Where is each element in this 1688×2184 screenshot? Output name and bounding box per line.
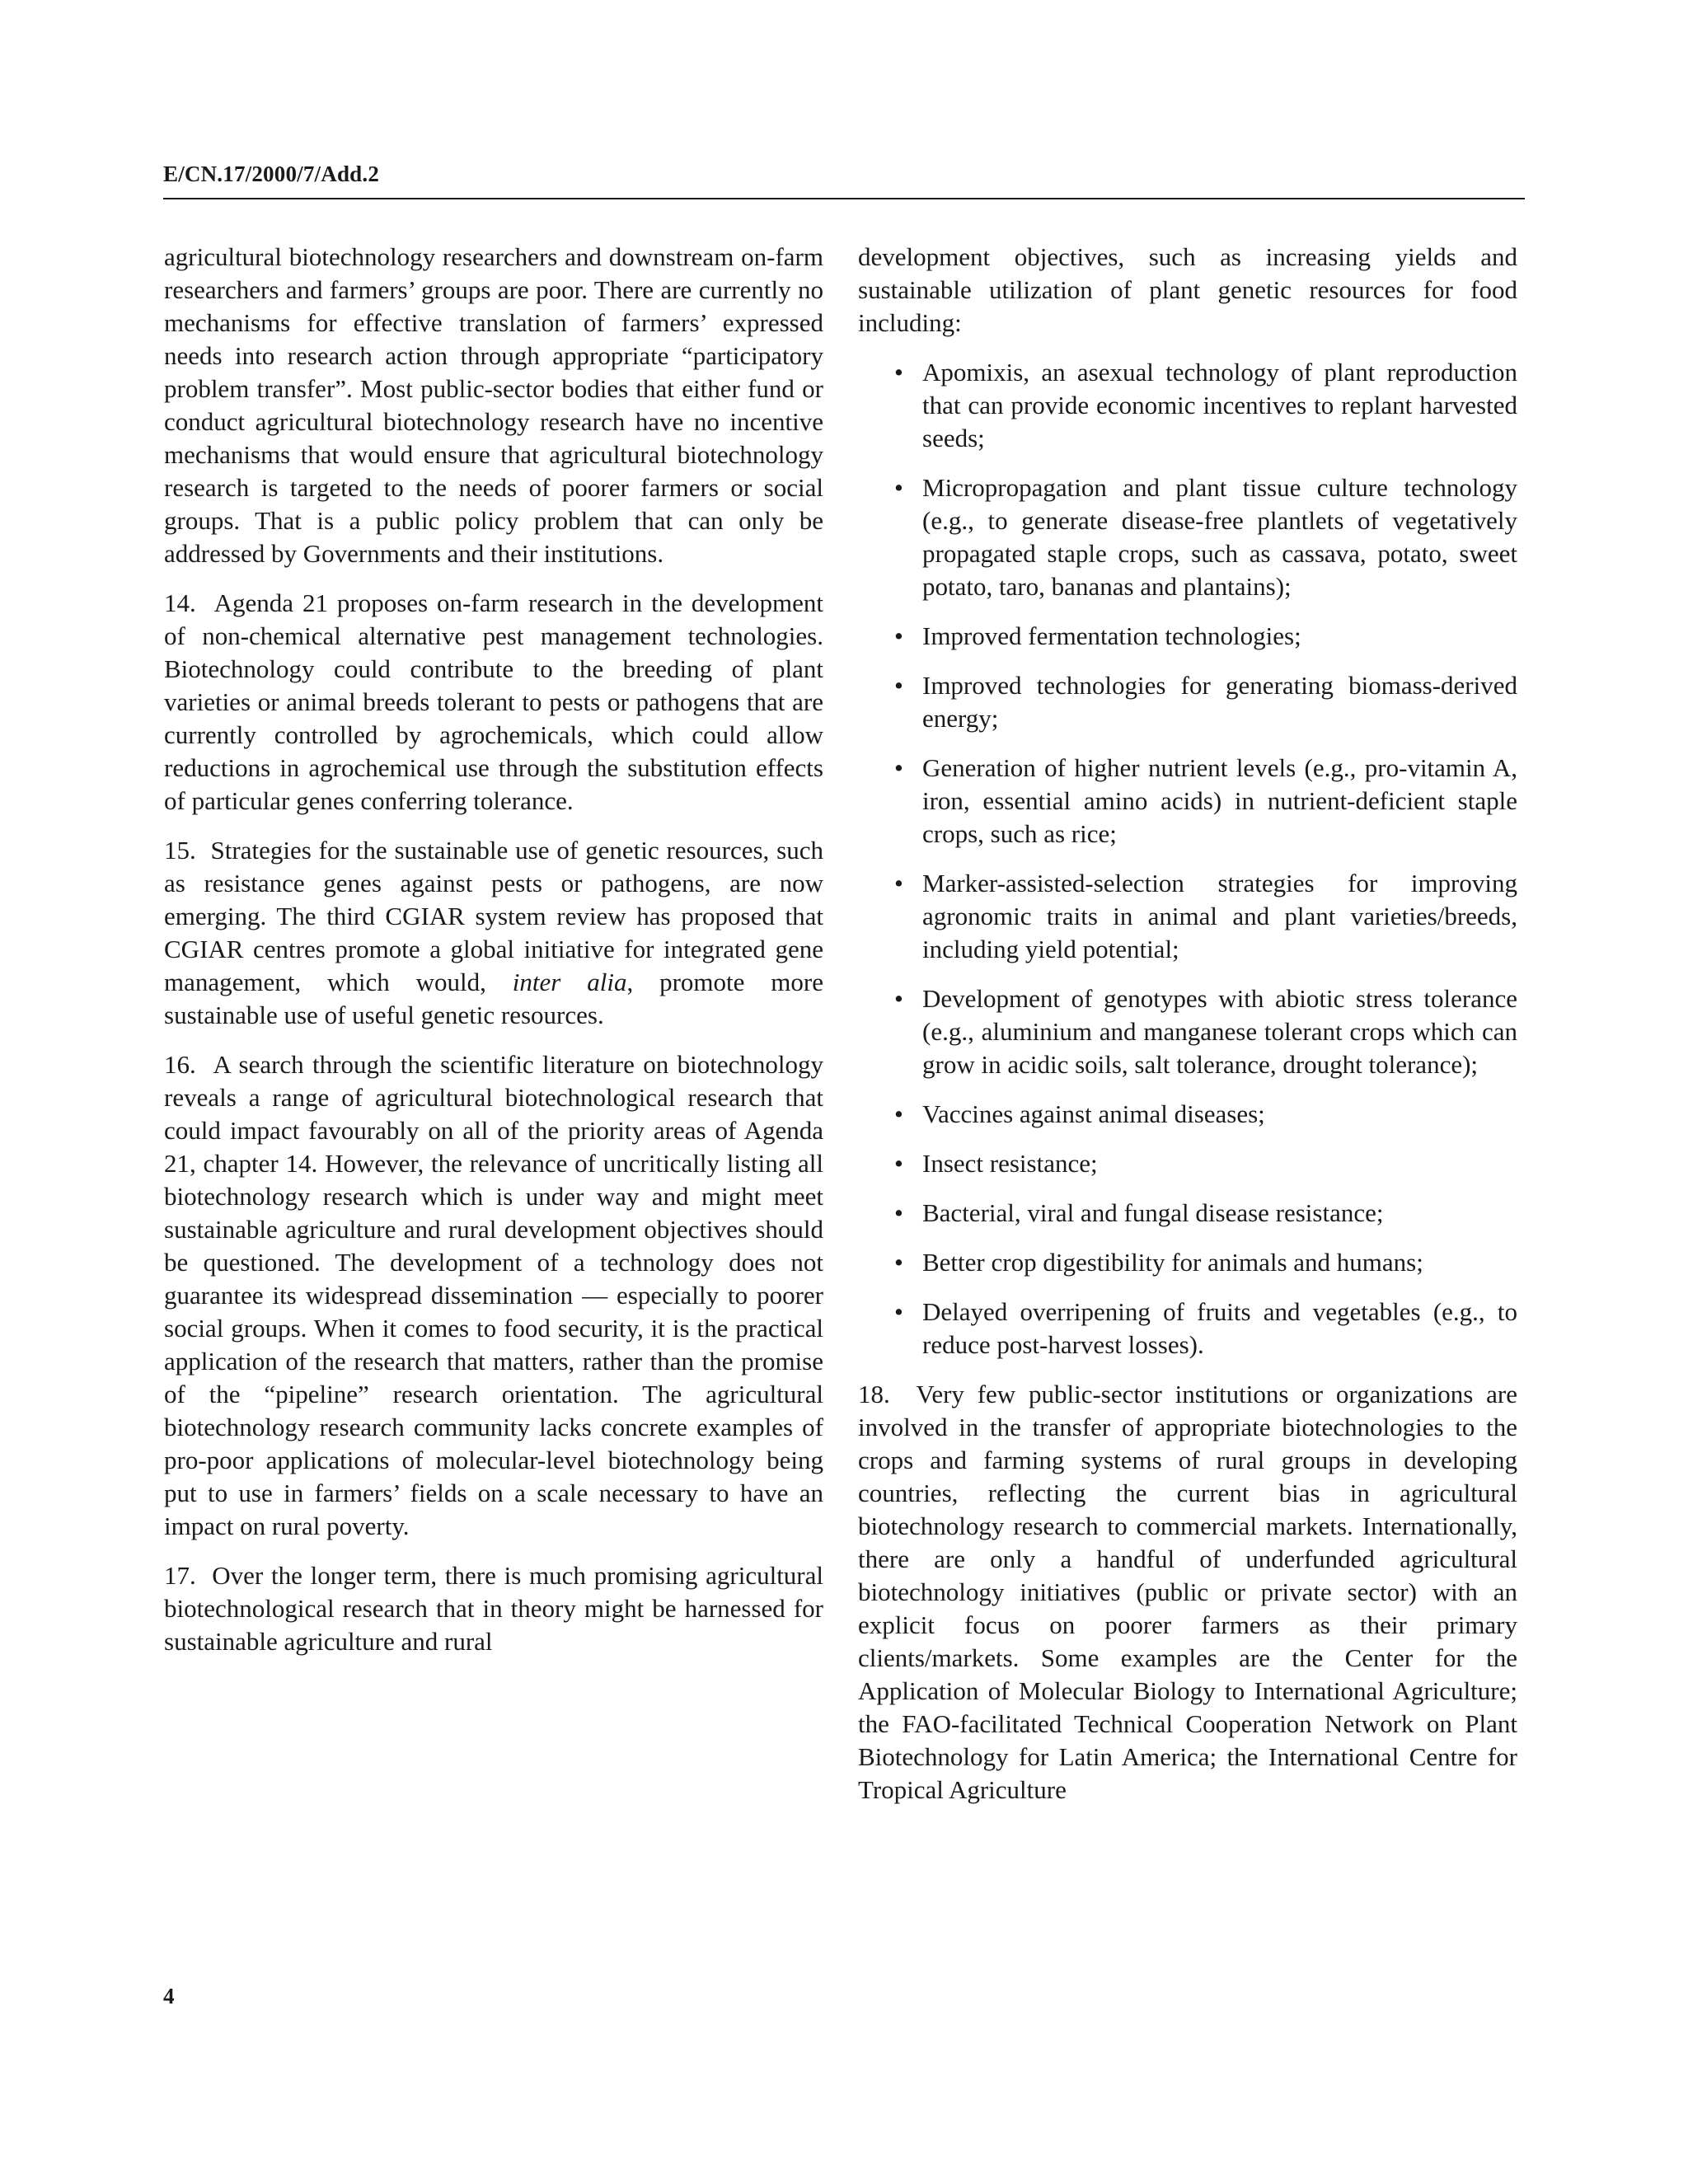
- left-column: [164, 241, 823, 1675]
- list-item: [858, 1147, 1517, 1180]
- list-item-text: Better crop digestibility for animals and humans;: [922, 1248, 1423, 1277]
- bullet-icon: •: [894, 358, 903, 387]
- paragraph-18: [858, 1378, 1517, 1807]
- list-item-text: Apomixis, an asexual technology of plant reproduction that can provide economic incentives to replant harvested seeds;: [922, 358, 1517, 452]
- list-item-text: Micropropagation and plant tissue culture technology (e.g., to generate disease-free plantlets of vegetatively propagated staple crops, such as cassava, potato, sweet potato, taro, bananas and plantains);: [922, 473, 1517, 601]
- italic-term: inter alia: [512, 968, 627, 996]
- paragraph-text: Over the longer term, there is much promising agricultural biotechnological research that in theory might be harnessed for sustainable agriculture and rural: [164, 1561, 824, 1656]
- paragraph-text: Very few public-sector institutions or organizations are involved in the transfer of appropriate biotechnologies to the crops and farming systems of rural groups in developing countries, reflecting the current bias in agricultural biotechnology research to commercial markets. Internationally, there are only a handful of underfunded agricultural biotechnology initiatives (public or private sector) with an explicit focus on poorer farmers as their primary clients/markets. Some examples are the Center for the Application of Molecular Biology to International Agriculture; the FAO-facilitated Technical Cooperation Network on Plant Biotechnology for Latin America; the International Centre for Tropical Agriculture: [858, 1380, 1517, 1804]
- continued-paragraph-right: development objectives, such as increasing yields and sustainable utilization of plant genetic resources for food including:: [858, 242, 1517, 337]
- bullet-icon: •: [894, 1149, 903, 1178]
- list-item-text: Delayed overripening of fruits and vegetables (e.g., to reduce post-harvest losses).: [922, 1297, 1517, 1359]
- list-item: [858, 471, 1517, 603]
- bullet-icon: •: [894, 984, 903, 1013]
- paragraph-text: A search through the scientific literature on biotechnology reveals a range of agricultural biotechnological research that could impact favourably on all of the priority areas of Agenda 21, chapter 14. However, the relevance of uncritically listing all biotechnology research which is under way and might meet sustainable agriculture and rural development objectives should be questioned. The development of a technology does not guarantee its widespread dissemination — especially to poorer social groups. When it comes to food security, it is the practical application of the research that matters, rather than the promise of the “pipeline” research orientation. The agricultural biotechnology research community lacks concrete examples of pro-poor applications of molecular-level biotechnology being put to use in farmers’ fields on a scale necessary to have an impact on rural poverty.: [164, 1050, 824, 1540]
- list-item: [858, 620, 1517, 653]
- list-item-text: Improved fermentation technologies;: [922, 621, 1301, 650]
- paragraph-15: [164, 834, 823, 1032]
- bullet-icon: •: [894, 753, 903, 782]
- paragraph-number: 16.: [164, 1050, 196, 1079]
- list-item: [858, 1197, 1517, 1230]
- paragraph-number: 14.: [164, 588, 196, 617]
- list-item-text: Improved technologies for generating biomass-derived energy;: [922, 671, 1517, 733]
- list-item-text: Bacterial, viral and fungal disease resistance;: [922, 1198, 1384, 1227]
- page-number: 4: [163, 1984, 175, 2008]
- list-item: [858, 752, 1517, 851]
- list-item: [858, 1098, 1517, 1131]
- bullet-icon: •: [894, 473, 903, 502]
- list-item-text: Marker-assisted-selection strategies for improving agronomic traits in animal and plant varieties/breeds, including yield potential;: [922, 869, 1517, 963]
- list-item: [858, 982, 1517, 1081]
- paragraph-14: [164, 587, 823, 818]
- list-item: [858, 356, 1517, 455]
- header-rule: [163, 198, 1525, 199]
- list-item: [858, 1296, 1517, 1361]
- right-column: [858, 241, 1517, 1823]
- paragraph-number: 15.: [164, 836, 196, 865]
- bullet-icon: •: [894, 1198, 903, 1227]
- list-item: [858, 669, 1517, 735]
- paragraph-17: [164, 1559, 823, 1658]
- list-item-text: Development of genotypes with abiotic stress tolerance (e.g., aluminium and manganese tolerant crops which can grow in acidic soils, salt tolerance, drought tolerance);: [922, 984, 1517, 1079]
- document-symbol: E/CN.17/2000/7/Add.2: [163, 162, 380, 186]
- paragraph-number: 18.: [858, 1380, 890, 1408]
- bullet-icon: •: [894, 869, 903, 898]
- paragraph-16: [164, 1048, 823, 1543]
- list-item-text: Vaccines against animal diseases;: [922, 1099, 1265, 1128]
- paragraph-text: Strategies for the sustainable use of genetic resources, such as resistance genes against pests or pathogens, are now emerging. The third CGIAR system review has proposed that CGIAR centres promote a global initiative for integrated gene management, which would,: [164, 836, 823, 996]
- list-item-text: Generation of higher nutrient levels (e.g., pro-vitamin A, iron, essential amino acids) in nutrient-deficient staple crops, such as rice;: [922, 753, 1517, 848]
- list-item-text: Insect resistance;: [922, 1149, 1098, 1178]
- list-item: [858, 867, 1517, 966]
- bullet-icon: •: [894, 1248, 903, 1277]
- list-item: [858, 1246, 1517, 1279]
- bullet-icon: •: [894, 1297, 903, 1326]
- bullet-icon: •: [894, 621, 903, 650]
- paragraph-text: , promote more sustainable use of useful genetic resources.: [164, 968, 823, 1029]
- bullet-list: [858, 356, 1517, 1361]
- continued-paragraph-left: agricultural biotechnology researchers and downstream on-farm researchers and farmers’ groups are poor. There are currently no mechanisms for effective translation of farmers’ expressed needs into research action through appropriate “participatory problem transfer”. Most public-sector bodies that either fund or conduct agricultural biotechnology research have no incentive mechanisms that would ensure that agricultural biotechnology research is targeted to the needs of poorer farmers or social groups. That is a public policy problem that can only be addressed by Governments and their institutions.: [164, 242, 823, 568]
- paragraph-text: Agenda 21 proposes on-farm research in the development of non-chemical alternative pest management technologies. Biotechnology could contribute to the breeding of plant varieties or animal breeds tolerant to pests or pathogens that are currently controlled by agrochemicals, which could allow reductions in agrochemical use through the substitution effects of particular genes conferring tolerance.: [164, 588, 823, 815]
- bullet-icon: •: [894, 671, 903, 700]
- paragraph-number: 17.: [164, 1561, 196, 1590]
- bullet-icon: •: [894, 1099, 903, 1128]
